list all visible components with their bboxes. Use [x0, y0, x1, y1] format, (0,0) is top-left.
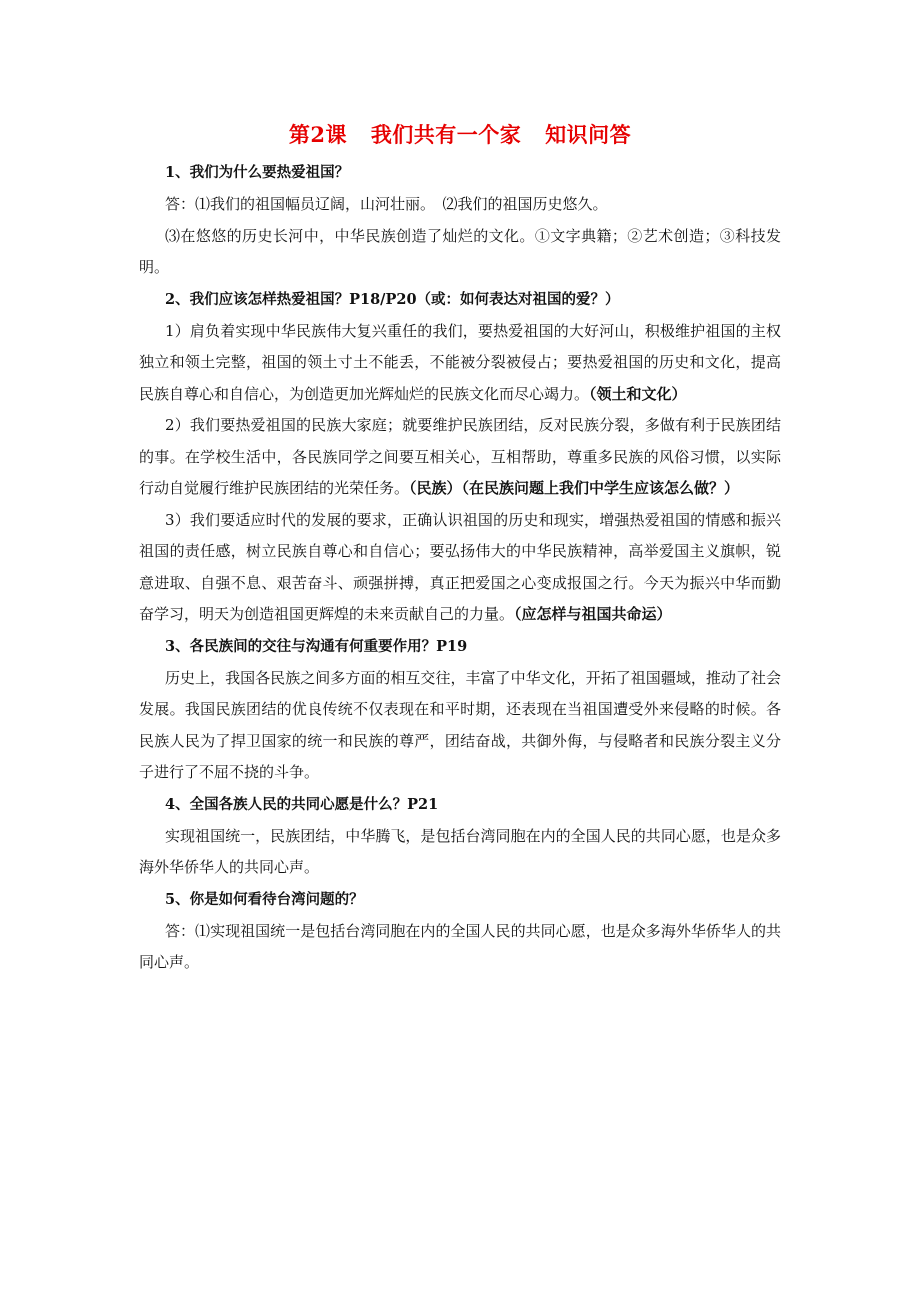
answer-2-paragraph-2 — [139, 410, 781, 505]
answer-1-paragraph-2: ⑶在悠悠的历史长河中，中华民族创造了灿烂的文化。①文字典籍；②艺术创造；③科技发明。 — [139, 226, 781, 276]
page-title — [139, 120, 781, 150]
answer-2-paragraph-3 — [139, 505, 781, 631]
question-5: 5、你是如何看待台湾问题的？ — [165, 890, 364, 908]
answer-2-paragraph-1 — [139, 316, 781, 411]
answer-2-p3-note: （应怎样与祖国共命运） — [514, 605, 672, 623]
answer-2-p2-text: 2）我们要热爱祖国的民族大家庭；就要维护民族团结，反对民族分裂，多做有利于民族团结的事。在学校生活中，各民族同学之间要互相关心，互相帮助，尊重多民族的风俗习惯，以实际行动自觉履行维护民族团结的光荣任务。 — [139, 416, 781, 497]
document-page — [139, 120, 781, 979]
question-2: 2、我们应该怎样热爱祖国？P18/P20（或：如何表达对祖国的爱？） — [165, 290, 620, 308]
title-lesson: 第2课 — [288, 122, 347, 147]
answer-4-paragraph-1: 实现祖国统一，民族团结，中华腾飞，是包括台湾同胞在内的全国人民的共同心愿，也是众多海外华侨华人的共同心声。 — [139, 826, 781, 876]
answer-5-paragraph-1: 答：⑴实现祖国统一是包括台湾同胞在内的全国人民的共同心愿，也是众多海外华侨华人的共同心声。 — [139, 921, 781, 971]
answer-1-paragraph-1: 答：⑴我们的祖国幅员辽阔，山河壮丽。 ⑵我们的祖国历史悠久。 — [165, 195, 608, 213]
question-4: 4、全国各族人民的共同心愿是什么？P21 — [165, 795, 439, 813]
answer-2-p3-text: 3）我们要适应时代的发展的要求，正确认识祖国的历史和现实，增强热爱祖国的情感和振兴祖国的责任感，树立民族自尊心和自信心；要弘扬伟大的中华民族精神，高举爱国主义旗帜，锐意进取、自强不息、艰苦奋斗、顽强拼搏，真正把爱国之心变成报国之行。今天为振兴中华而勤奋学习，明天为创造祖国更辉煌的未来贡献自己的力量。 — [139, 510, 781, 623]
answer-2-p2-note: （民族）（在民族问题上我们中学生应该怎么做？） — [409, 479, 740, 497]
question-1: 1、我们为什么要热爱祖国？ — [165, 164, 350, 181]
question-3: 3、各民族间的交往与沟通有何重要作用？P19 — [165, 637, 468, 655]
answer-2-p1-note: （领土和文化） — [589, 384, 687, 403]
title-section: 知识问答 — [545, 122, 632, 147]
answer-3-paragraph-1: 历史上，我国各民族之间多方面的相互交往，丰富了中华文化，开拓了祖国疆域，推动了社会发展。我国民族团结的优良传统不仅表现在和平时期，还表现在当祖国遭受外来侵略的时候。各民族人民为了捍卫国家的统一和民族的尊严，团结奋战，共御外侮，与侵略者和民族分裂主义分子进行了不屈不挠的斗争。 — [139, 668, 781, 781]
title-topic: 我们共有一个家 — [370, 122, 522, 147]
answer-2-p1-text: 1）肩负着实现中华民族伟大复兴重任的我们，要热爱祖国的大好河山，积极维护祖国的主权独立和领土完整，祖国的领土寸土不能丢，不能被分裂被侵占；要热爱祖国的历史和文化，提高民族自尊心和自信心，为创造更加光辉灿烂的民族文化而尽心竭力。 — [139, 321, 781, 403]
